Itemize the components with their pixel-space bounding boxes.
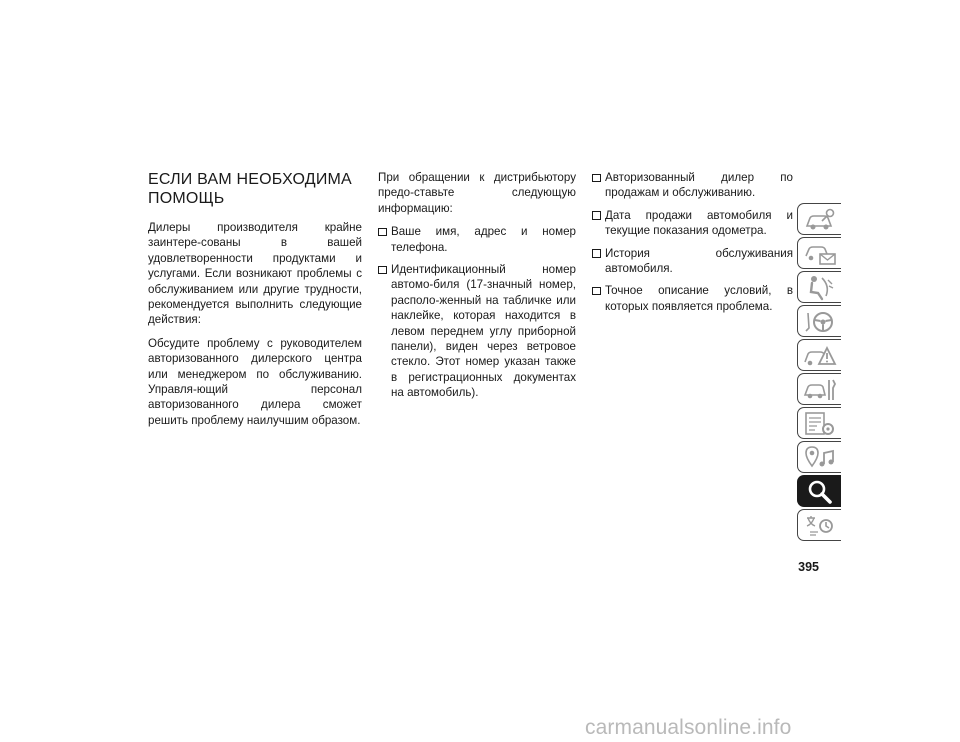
column-right xyxy=(592,170,793,321)
tab-customer-assistance[interactable] xyxy=(797,475,841,507)
car-mail-icon xyxy=(802,240,838,267)
heading-line-2: ПОМОЩЬ xyxy=(148,190,225,207)
tab-servicing[interactable] xyxy=(797,373,841,405)
car-tools-icon xyxy=(802,376,838,403)
contact-list-part1 xyxy=(378,224,576,400)
tab-index[interactable] xyxy=(797,509,841,541)
tab-driving[interactable] xyxy=(797,305,841,337)
section-heading xyxy=(148,170,362,208)
column-left xyxy=(148,170,362,436)
magnifier-icon xyxy=(802,478,838,505)
checkbox-bullet-icon xyxy=(378,228,387,237)
chapter-tabs xyxy=(797,203,841,543)
car-key-icon xyxy=(802,206,838,233)
list-item: История обслуживания автомобиля. xyxy=(592,246,793,277)
checklist-gear-icon xyxy=(802,410,838,437)
heading-line-1: ЕСЛИ ВАМ НЕОБХОДИМА xyxy=(148,171,352,188)
warning-triangle-car-icon xyxy=(802,342,838,369)
column-middle xyxy=(378,170,576,408)
page-number: 395 xyxy=(798,560,819,574)
list-item: Дата продажи автомобиля и текущие показания одометра. xyxy=(592,208,793,239)
checkbox-bullet-icon xyxy=(592,249,601,258)
list-item: Ваше имя, адрес и номер телефона. xyxy=(378,224,576,255)
steering-wheel-icon xyxy=(802,308,838,335)
tab-safety[interactable] xyxy=(797,271,841,303)
watermark: carmanualsonline.info xyxy=(585,716,792,739)
contact-intro: При обращении к дистрибьютору предо-ставьте следующую информацию: xyxy=(378,171,576,215)
list-item: Точное описание условий, в которых появляется проблема. xyxy=(592,283,793,314)
paragraph-discuss: Обсудите проблему с руководителем авторизованного дилерского центра или менеджером по обслуживанию. Управля-ющий персонал авторизованного дилера сможет решить проблему наилучшим образом. xyxy=(148,336,362,427)
tab-multimedia[interactable] xyxy=(797,441,841,473)
checkbox-bullet-icon xyxy=(592,174,601,183)
list-item: Авторизованный дилер по продажам и обслуживанию. xyxy=(592,170,793,201)
language-index-icon xyxy=(802,512,838,539)
navigation-music-icon xyxy=(802,444,838,471)
contact-list-part2 xyxy=(592,170,793,314)
seat-person-icon xyxy=(802,274,838,301)
checkbox-bullet-icon xyxy=(378,266,387,275)
checkbox-bullet-icon xyxy=(592,211,601,220)
tab-getting-to-know[interactable] xyxy=(797,203,841,235)
tab-instruments[interactable] xyxy=(797,237,841,269)
paragraph-intro: Дилеры производителя крайне заинтере-сованы в вашей удовлетворенности продуктами и услугами. Если возникают проблемы с обслуживанием или другие трудности, рекомендуется выполнить следующие действия: xyxy=(148,221,362,327)
tab-technical[interactable] xyxy=(797,407,841,439)
list-item: Идентификационный номер автомо-биля (17-значный номер, располо-женный на табличке или наклейке, которая находится в левом переднем углу приборной панели), виден через ветровое стекло. Этот номер указан также в регистрационных документах на автомобиль). xyxy=(378,262,576,401)
tab-emergency[interactable] xyxy=(797,339,841,371)
checkbox-bullet-icon xyxy=(592,287,601,296)
